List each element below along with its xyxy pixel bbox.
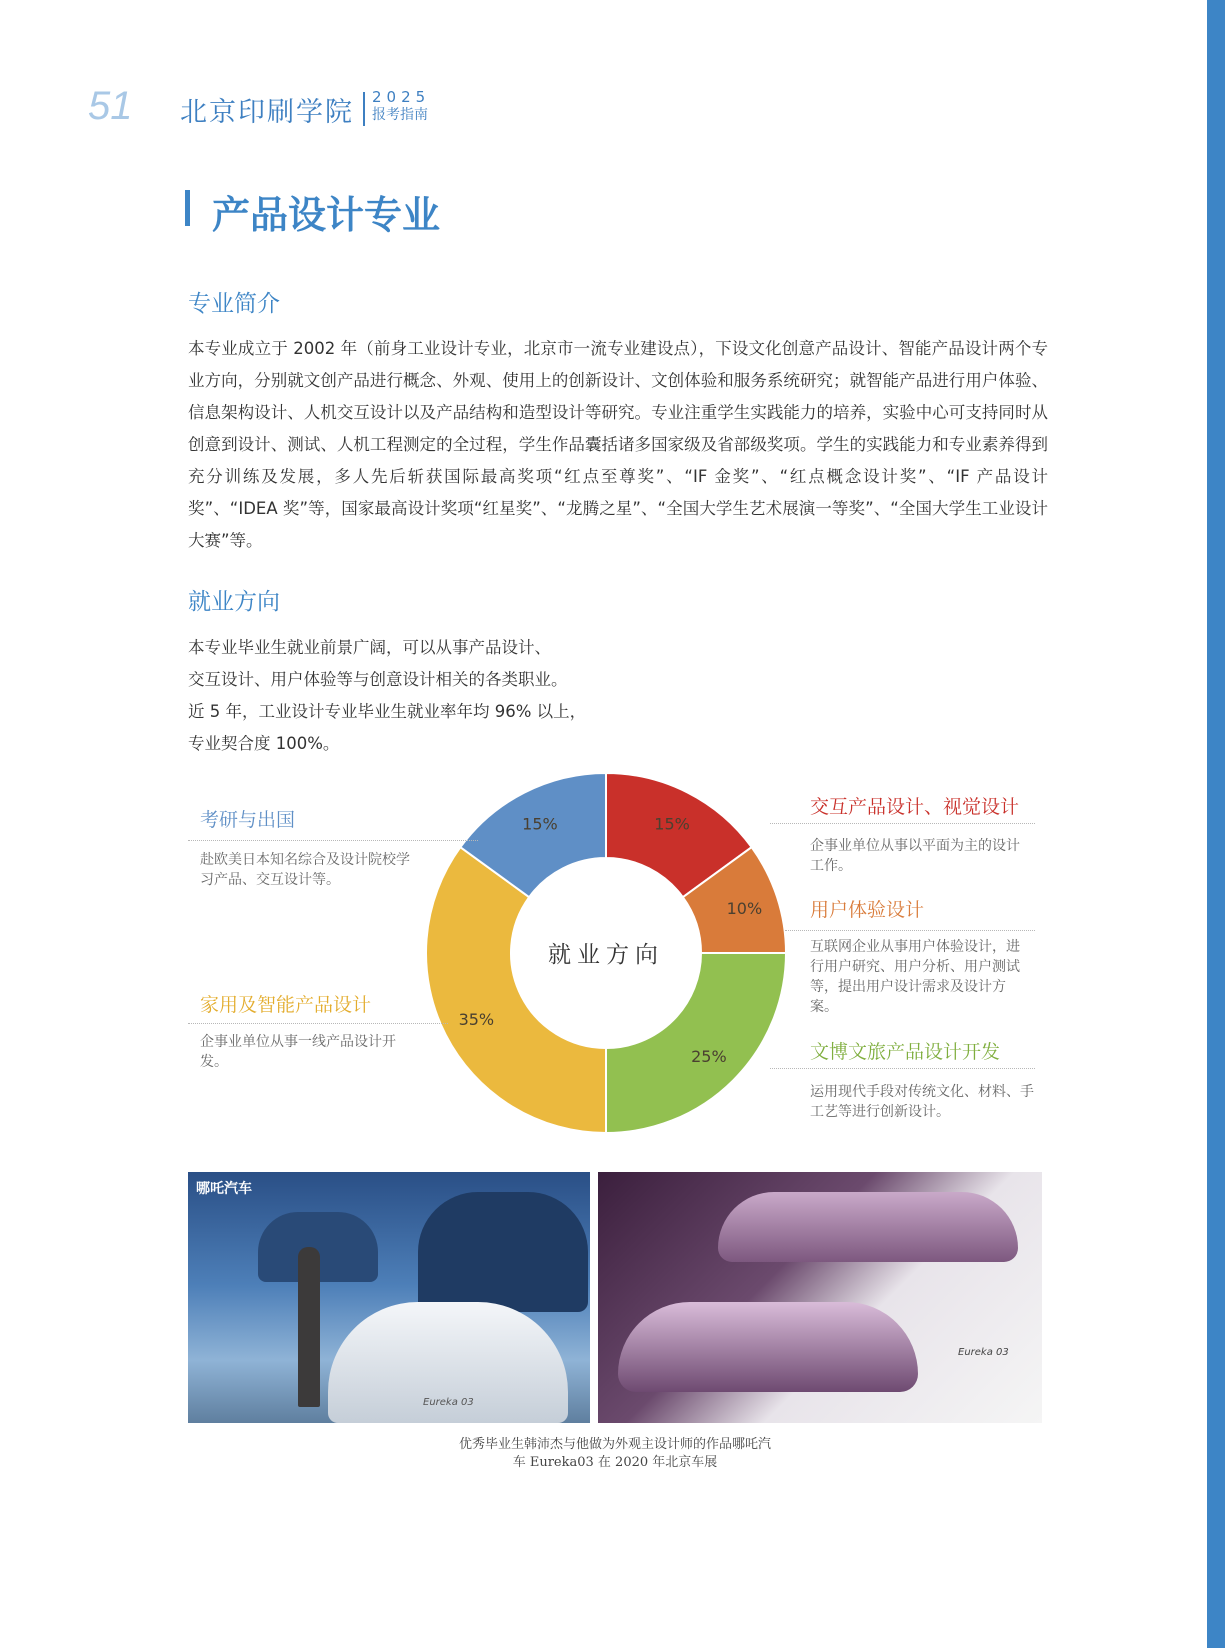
intro-heading: 专业简介 — [188, 291, 280, 317]
career-line: 交互设计、用户体验等与创意设计相关的各类职业。 — [188, 670, 568, 689]
slice-value-label: 25% — [691, 1046, 727, 1066]
school-logo-text: 北京印刷学院 — [180, 97, 354, 128]
label-home: 家用及智能产品设计 — [200, 994, 372, 1016]
label-divider — [770, 1068, 1035, 1069]
page-title: 产品设计专业 — [212, 193, 441, 237]
caption-line: 优秀毕业生韩沛杰与他做为外观主设计师的作品哪吒汽 — [458, 1437, 771, 1452]
label-interaction: 交互产品设计、视觉设计 — [810, 796, 1020, 818]
caption-line: 车 Eureka03 在 2020 年北京车展 — [512, 1455, 718, 1470]
label-divider — [188, 1023, 448, 1024]
slice-value-label: 15% — [654, 814, 690, 834]
header-guide: 报考指南 — [372, 107, 428, 123]
donut-slice — [606, 953, 786, 1133]
car-badge: Eureka 03 — [958, 1347, 1009, 1358]
desc-interaction: 企事业单位从事以平面为主的设计工作。 — [810, 838, 1020, 874]
career-line: 专业契合度 100%。 — [188, 734, 340, 753]
label-kaoyan: 考研与出国 — [200, 809, 296, 831]
car-sketch-top — [718, 1192, 1018, 1262]
label-divider — [770, 823, 1035, 824]
label-divider — [785, 930, 1035, 931]
donut-slice — [426, 847, 606, 1133]
label-culture: 文博文旅产品设计开发 — [810, 1041, 1001, 1063]
photo-car-sketch — [598, 1172, 1042, 1423]
intro-paragraph: 本专业成立于 2002 年（前身工业设计专业，北京市一流专业建设点），下设文化创意产品设计、智能产品设计两个专业方向，分别就文创产品进行概念、外观、使用上的创新设计、文创体验和服务系统研究；就智能产品进行用户体验、信息架构设计、人机交互设计以及产品结构和造型设计等研究。专业注重学生实践能力的培养，实验中心可支持同时从创意到设计、测试、人机工程测定的全过程，学生作品囊括诸多国家级及省部级奖项。学生的实践能力和专业素养得到充分训练及发展，多人先后斩获国际最高奖项“红点至尊奖”、“IF 金奖”、“红点概念设计奖”、“IF 产品设计奖”、“IDEA 奖”等，国家最高设计奖项“红星奖”、“龙腾之星”、“全国大学生艺术展演一等奖”、“全国大学生工业设计大赛”等。 — [188, 339, 1048, 550]
label-ux: 用户体验设计 — [810, 899, 925, 921]
chart-center-title: 就业方向 — [548, 942, 664, 968]
car-badge: Eureka 03 — [423, 1397, 474, 1408]
desc-home: 企事业单位从事一线产品设计开发。 — [200, 1034, 396, 1070]
car-silhouette — [418, 1192, 588, 1312]
slice-value-label: 35% — [458, 1010, 495, 1030]
slice-value-label: 15% — [522, 814, 558, 834]
label-divider — [188, 840, 478, 841]
career-heading: 就业方向 — [188, 589, 280, 615]
slice-value-label: 10% — [726, 899, 763, 919]
career-line: 本专业毕业生就业前景广阔，可以从事产品设计、 — [188, 638, 551, 657]
person-silhouette — [298, 1247, 320, 1407]
car-sketch-bottom — [618, 1302, 918, 1392]
desc-ux: 互联网企业从事用户体验设计，进行用户研究、用户分析、用户测试等，提出用户设计需求及设计方案。 — [810, 939, 1020, 1015]
career-line: 近 5 年，工业设计专业毕业生就业率年均 96% 以上， — [188, 702, 587, 721]
desc-culture: 运用现代手段对传统文化、材料、手工艺等进行创新设计。 — [810, 1084, 1034, 1120]
brand-logo-text: 哪吒汽车 — [196, 1181, 252, 1197]
page-number: 51 — [88, 84, 133, 128]
photo-designer-with-car — [188, 1172, 590, 1423]
header-year: 2025 — [372, 88, 431, 106]
photo-caption — [300, 1436, 930, 1472]
desc-kaoyan: 赴欧美日本知名综合及设计院校学习产品、交互设计等。 — [200, 852, 410, 888]
